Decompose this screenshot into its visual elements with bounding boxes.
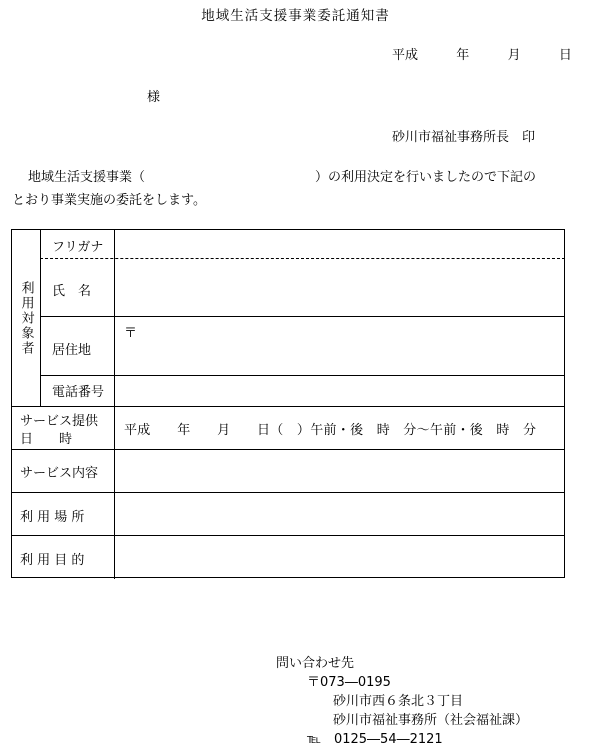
body-line-1 [28,166,536,185]
date-month: 月 [507,48,521,63]
postal-mark: 〒 [124,326,138,341]
contact-info [276,654,528,749]
service-datetime-label-line1: サービス提供 [20,414,99,429]
document-title: 地域生活支援事業委託通知書 [201,8,390,24]
name-label: 氏 名 [52,284,92,299]
contact-address: 砂川市西６条北３丁目 [333,694,464,709]
issue-date [392,44,572,63]
date-era: 平成 [392,48,419,63]
address-label: 居住地 [52,343,92,358]
date-day: 日 [558,48,572,63]
body-line-1-end: ）の利用決定を行いましたので下記の [315,170,537,185]
service-datetime-value: 平成 年 月 日（ ）午前・後 時 分～午前・後 時 分 [124,423,537,438]
service-form-table [11,229,565,578]
date-year: 年 [456,48,470,63]
service-datetime-label-line2: 日 時 [20,432,73,447]
phone-label: 電話番号 [52,385,105,400]
recipient-honorific: 様 [147,90,161,105]
body-line-1-start: 地域生活支援事業（ [28,170,146,185]
body-line-2: とおり事業実施の委託をします。 [12,193,206,208]
contact-heading: 問い合わせ先 [276,656,355,671]
issuer-line: 砂川市福祉事務所長 印 [392,130,536,145]
contact-postal: 〒073―0195 [307,675,391,690]
purpose-label: 利 用 目 的 [20,553,85,568]
place-label: 利 用 場 所 [20,510,85,525]
service-content-label: サービス内容 [20,466,99,481]
contact-tel: ℡ 0125―54―2121 [307,732,443,747]
target-user-group-label: 利用対象者 [18,280,34,356]
contact-office: 砂川市福祉事務所（社会福祉課） [333,713,529,728]
furigana-label: フリガナ [52,240,104,255]
